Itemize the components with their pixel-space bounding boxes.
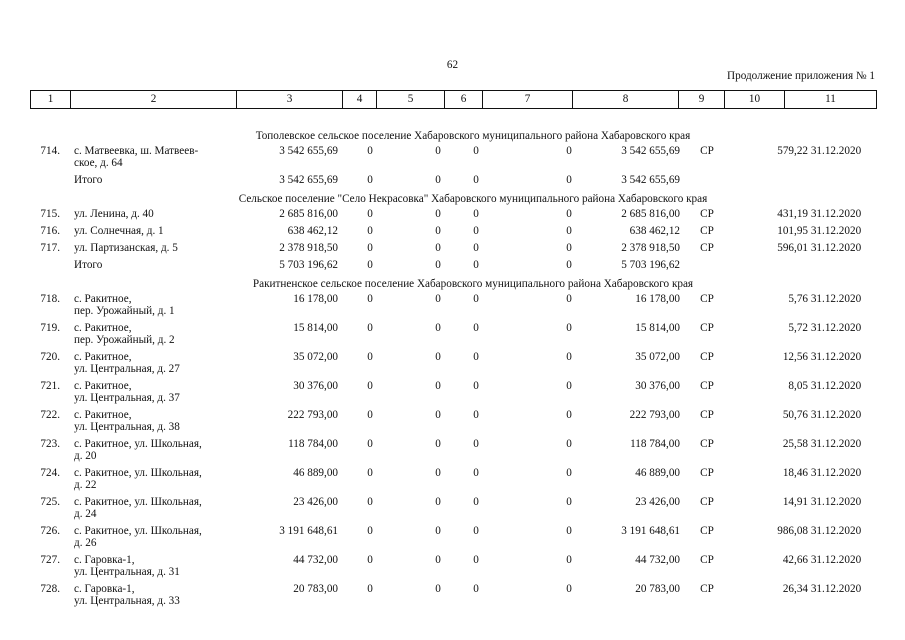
- table-row: [30, 293, 876, 322]
- method-cell: СР: [700, 242, 714, 254]
- row-number: 721.: [40, 380, 60, 392]
- header-col-4: 4: [343, 91, 377, 109]
- method-cell: СР: [700, 467, 714, 479]
- col4-cell: 0: [367, 174, 373, 186]
- table-row: [30, 496, 876, 525]
- address-line: пер. Урожайный, д. 1: [74, 305, 175, 317]
- address-cell: [74, 496, 234, 520]
- address-cell: [74, 351, 234, 375]
- continuation-note: Продолжение приложения № 1: [727, 70, 875, 82]
- total-amount-cell: 35 072,00: [635, 351, 680, 363]
- col4-cell: 0: [367, 145, 373, 157]
- area-cell: 5,76: [788, 293, 808, 305]
- address-cell: [74, 322, 234, 346]
- table-row: [30, 145, 876, 174]
- col6-cell: 0: [473, 208, 479, 220]
- area-cell: 5,72: [788, 322, 808, 334]
- total-amount-cell: 118 784,00: [630, 438, 680, 450]
- col6-cell: 0: [473, 438, 479, 450]
- address-line: д. 22: [74, 479, 97, 491]
- address-line: д. 24: [74, 508, 97, 520]
- col5-cell: 0: [435, 438, 441, 450]
- method-cell: СР: [700, 293, 714, 305]
- table-row: [30, 525, 876, 554]
- col7-cell: 0: [566, 438, 572, 450]
- method-cell: СР: [700, 322, 714, 334]
- header-col-2: 2: [71, 91, 237, 109]
- method-cell: СР: [700, 351, 714, 363]
- table-row: [30, 259, 876, 276]
- address-cell: [74, 293, 234, 317]
- address-line: Итого: [74, 174, 103, 186]
- col6-cell: 0: [473, 242, 479, 254]
- total-amount-cell: 15 814,00: [635, 322, 680, 334]
- table-row: [30, 351, 876, 380]
- total-amount-cell: 23 426,00: [635, 496, 680, 508]
- header-col-6: 6: [445, 91, 483, 109]
- col7-cell: 0: [566, 322, 572, 334]
- amount-cell: 2 685 816,00: [279, 208, 338, 220]
- amount-cell: 16 178,00: [293, 293, 338, 305]
- section-title: Ракитненское сельское поселение Хабаровского муниципального района Хабаровского края: [252, 278, 694, 290]
- area-cell: 579,22: [777, 145, 808, 157]
- col7-cell: 0: [566, 225, 572, 237]
- table-row: [30, 174, 876, 191]
- row-number: 720.: [40, 351, 60, 363]
- address-cell: [74, 525, 234, 549]
- method-cell: СР: [700, 583, 714, 595]
- row-number: 716.: [40, 225, 60, 237]
- col6-cell: 0: [473, 409, 479, 421]
- col5-cell: 0: [435, 351, 441, 363]
- col4-cell: 0: [367, 351, 373, 363]
- method-cell: СР: [700, 438, 714, 450]
- col7-cell: 0: [566, 293, 572, 305]
- header-col-1: 1: [31, 91, 71, 109]
- deadline-cell: 31.12.2020: [810, 208, 862, 220]
- address-line: пер. Урожайный, д. 2: [74, 334, 175, 346]
- header-col-3: 3: [237, 91, 343, 109]
- total-amount-cell: 46 889,00: [635, 467, 680, 479]
- method-cell: СР: [700, 554, 714, 566]
- address-cell: [74, 145, 234, 169]
- address-cell: [74, 554, 234, 578]
- col6-cell: 0: [473, 322, 479, 334]
- deadline-cell: 31.12.2020: [810, 145, 862, 157]
- col7-cell: 0: [566, 174, 572, 186]
- total-amount-cell: 638 462,12: [629, 225, 680, 237]
- row-number: 714.: [40, 145, 60, 157]
- area-cell: 8,05: [788, 380, 808, 392]
- address-line: с. Матвеевка, ш. Матвеев-: [74, 145, 199, 157]
- deadline-cell: 31.12.2020: [810, 293, 862, 305]
- total-amount-cell: 3 191 648,61: [621, 525, 680, 537]
- deadline-cell: 31.12.2020: [810, 496, 862, 508]
- address-line: ул. Центральная, д. 31: [74, 566, 180, 578]
- amount-cell: 3 191 648,61: [279, 525, 338, 537]
- address-cell: [74, 174, 234, 186]
- address-line: с. Ракитное,: [74, 380, 132, 392]
- address-line: с. Ракитное,: [74, 322, 132, 334]
- col4-cell: 0: [367, 380, 373, 392]
- total-amount-cell: 222 793,00: [629, 409, 680, 421]
- amount-cell: 3 542 655,69: [279, 174, 338, 186]
- address-cell: [74, 583, 234, 607]
- col6-cell: 0: [473, 467, 479, 479]
- deadline-cell: 31.12.2020: [810, 380, 862, 392]
- col4-cell: 0: [367, 225, 373, 237]
- method-cell: СР: [700, 525, 714, 537]
- amount-cell: 30 376,00: [293, 380, 338, 392]
- deadline-cell: 31.12.2020: [810, 438, 862, 450]
- total-amount-cell: 5 703 196,62: [621, 259, 680, 271]
- address-line: ул. Центральная, д. 37: [74, 392, 180, 404]
- col5-cell: 0: [435, 208, 441, 220]
- col4-cell: 0: [367, 208, 373, 220]
- col6-cell: 0: [473, 351, 479, 363]
- header-col-5: 5: [377, 91, 445, 109]
- address-line: с. Ракитное, ул. Школьная,: [74, 467, 202, 479]
- header-col-10: 10: [725, 91, 785, 109]
- method-cell: СР: [700, 496, 714, 508]
- address-line: д. 20: [74, 450, 97, 462]
- col6-cell: 0: [473, 380, 479, 392]
- amount-cell: 5 703 196,62: [279, 259, 338, 271]
- col4-cell: 0: [367, 322, 373, 334]
- table-row: [30, 225, 876, 242]
- section-title: Тополевское сельское поселение Хабаровского муниципального района Хабаровского края: [255, 130, 691, 142]
- address-line: ул. Солнечная, д. 1: [74, 225, 164, 237]
- amount-cell: 2 378 918,50: [279, 242, 338, 254]
- address-line: Итого: [74, 259, 103, 271]
- col6-cell: 0: [473, 145, 479, 157]
- col5-cell: 0: [435, 225, 441, 237]
- amount-cell: 35 072,00: [293, 351, 338, 363]
- address-cell: [74, 242, 234, 254]
- address-cell: [74, 467, 234, 491]
- col7-cell: 0: [566, 496, 572, 508]
- row-number: 725.: [40, 496, 60, 508]
- address-cell: [74, 208, 234, 220]
- address-cell: [74, 225, 234, 237]
- area-cell: 18,46: [782, 467, 808, 479]
- table-row: [30, 583, 876, 612]
- col5-cell: 0: [435, 145, 441, 157]
- col7-cell: 0: [566, 351, 572, 363]
- col5-cell: 0: [435, 259, 441, 271]
- method-cell: СР: [700, 208, 714, 220]
- col5-cell: 0: [435, 496, 441, 508]
- row-number: 727.: [40, 554, 60, 566]
- col5-cell: 0: [435, 322, 441, 334]
- col4-cell: 0: [367, 242, 373, 254]
- header-col-11: 11: [785, 91, 877, 109]
- address-line: с. Ракитное,: [74, 409, 132, 421]
- method-cell: СР: [700, 380, 714, 392]
- row-number: 724.: [40, 467, 60, 479]
- col6-cell: 0: [473, 225, 479, 237]
- col7-cell: 0: [566, 554, 572, 566]
- row-number: 718.: [40, 293, 60, 305]
- total-amount-cell: 3 542 655,69: [621, 145, 680, 157]
- total-amount-cell: 2 685 816,00: [621, 208, 680, 220]
- amount-cell: 46 889,00: [293, 467, 338, 479]
- col5-cell: 0: [435, 525, 441, 537]
- col5-cell: 0: [435, 583, 441, 595]
- col6-cell: 0: [473, 174, 479, 186]
- address-line: ул. Ленина, д. 40: [74, 208, 154, 220]
- method-cell: СР: [700, 225, 714, 237]
- area-cell: 25,58: [782, 438, 808, 450]
- header-col-9: 9: [679, 91, 725, 109]
- address-line: ул. Партизанская, д. 5: [74, 242, 178, 254]
- amount-cell: 23 426,00: [293, 496, 338, 508]
- deadline-cell: 31.12.2020: [810, 322, 862, 334]
- col7-cell: 0: [566, 380, 572, 392]
- col5-cell: 0: [435, 554, 441, 566]
- col4-cell: 0: [367, 554, 373, 566]
- col5-cell: 0: [435, 293, 441, 305]
- address-line: с. Ракитное, ул. Школьная,: [74, 438, 202, 450]
- col5-cell: 0: [435, 409, 441, 421]
- col7-cell: 0: [566, 242, 572, 254]
- deadline-cell: 31.12.2020: [810, 583, 862, 595]
- header-col-7: 7: [483, 91, 573, 109]
- deadline-cell: 31.12.2020: [810, 525, 862, 537]
- total-amount-cell: 16 178,00: [635, 293, 680, 305]
- row-number: 715.: [40, 208, 60, 220]
- address-line: с. Ракитное, ул. Школьная,: [74, 496, 202, 508]
- col6-cell: 0: [473, 293, 479, 305]
- column-number-header: [30, 90, 877, 109]
- row-number: 717.: [40, 242, 60, 254]
- area-cell: 14,91: [782, 496, 808, 508]
- total-amount-cell: 2 378 918,50: [621, 242, 680, 254]
- amount-cell: 222 793,00: [287, 409, 338, 421]
- address-cell: [74, 259, 234, 271]
- table-row: [30, 380, 876, 409]
- table-row: [30, 208, 876, 225]
- col5-cell: 0: [435, 380, 441, 392]
- deadline-cell: 31.12.2020: [810, 225, 862, 237]
- address-line: с. Гаровка-1,: [74, 554, 135, 566]
- method-cell: СР: [700, 145, 714, 157]
- col4-cell: 0: [367, 293, 373, 305]
- table-row: [30, 322, 876, 351]
- address-line: ул. Центральная, д. 38: [74, 421, 180, 433]
- col6-cell: 0: [473, 554, 479, 566]
- method-cell: СР: [700, 409, 714, 421]
- deadline-cell: 31.12.2020: [810, 351, 862, 363]
- address-cell: [74, 380, 234, 404]
- deadline-cell: 31.12.2020: [810, 467, 862, 479]
- col4-cell: 0: [367, 496, 373, 508]
- row-number: 722.: [40, 409, 60, 421]
- address-line: ул. Центральная, д. 27: [74, 363, 180, 375]
- amount-cell: 638 462,12: [287, 225, 338, 237]
- address-line: с. Ракитное,: [74, 351, 132, 363]
- col7-cell: 0: [566, 467, 572, 479]
- address-line: д. 26: [74, 537, 97, 549]
- col4-cell: 0: [367, 467, 373, 479]
- col7-cell: 0: [566, 259, 572, 271]
- area-cell: 431,19: [777, 208, 808, 220]
- address-cell: [74, 409, 234, 433]
- col4-cell: 0: [367, 259, 373, 271]
- area-cell: 50,76: [782, 409, 808, 421]
- table-row: [30, 409, 876, 438]
- col4-cell: 0: [367, 438, 373, 450]
- area-cell: 26,34: [782, 583, 808, 595]
- amount-cell: 44 732,00: [293, 554, 338, 566]
- deadline-cell: 31.12.2020: [810, 409, 862, 421]
- total-amount-cell: 30 376,00: [635, 380, 680, 392]
- address-line: с. Гаровка-1,: [74, 583, 135, 595]
- deadline-cell: 31.12.2020: [810, 554, 862, 566]
- address-cell: [74, 438, 234, 462]
- amount-cell: 118 784,00: [288, 438, 338, 450]
- row-number: 728.: [40, 583, 60, 595]
- table-row: [30, 438, 876, 467]
- col7-cell: 0: [566, 145, 572, 157]
- address-line: с. Ракитное, ул. Школьная,: [74, 525, 202, 537]
- section-title: Сельское поселение "Село Некрасовка" Хабаровского муниципального района Хабаровского края: [238, 193, 708, 205]
- header-col-8: 8: [573, 91, 679, 109]
- col7-cell: 0: [566, 525, 572, 537]
- area-cell: 986,08: [777, 525, 808, 537]
- total-amount-cell: 20 783,00: [635, 583, 680, 595]
- col4-cell: 0: [367, 583, 373, 595]
- total-amount-cell: 3 542 655,69: [621, 174, 680, 186]
- deadline-cell: 31.12.2020: [810, 242, 862, 254]
- col7-cell: 0: [566, 409, 572, 421]
- table-row: [30, 242, 876, 259]
- amount-cell: 20 783,00: [293, 583, 338, 595]
- area-cell: 101,95: [777, 225, 808, 237]
- amount-cell: 15 814,00: [293, 322, 338, 334]
- col7-cell: 0: [566, 208, 572, 220]
- col6-cell: 0: [473, 525, 479, 537]
- col6-cell: 0: [473, 259, 479, 271]
- table-row: [30, 554, 876, 583]
- col5-cell: 0: [435, 467, 441, 479]
- table-body: [30, 128, 876, 612]
- row-number: 719.: [40, 322, 60, 334]
- address-line: с. Ракитное,: [74, 293, 132, 305]
- address-line: ское, д. 64: [74, 157, 123, 169]
- page-number: 62: [446, 59, 459, 71]
- col7-cell: 0: [566, 583, 572, 595]
- row-number: 726.: [40, 525, 60, 537]
- area-cell: 596,01: [777, 242, 808, 254]
- col4-cell: 0: [367, 409, 373, 421]
- row-number: 723.: [40, 438, 60, 450]
- col6-cell: 0: [473, 496, 479, 508]
- table-row: [30, 467, 876, 496]
- address-line: ул. Центральная, д. 33: [74, 595, 180, 607]
- amount-cell: 3 542 655,69: [279, 145, 338, 157]
- col4-cell: 0: [367, 525, 373, 537]
- area-cell: 12,56: [782, 351, 808, 363]
- col5-cell: 0: [435, 174, 441, 186]
- total-amount-cell: 44 732,00: [635, 554, 680, 566]
- area-cell: 42,66: [782, 554, 808, 566]
- col5-cell: 0: [435, 242, 441, 254]
- col6-cell: 0: [473, 583, 479, 595]
